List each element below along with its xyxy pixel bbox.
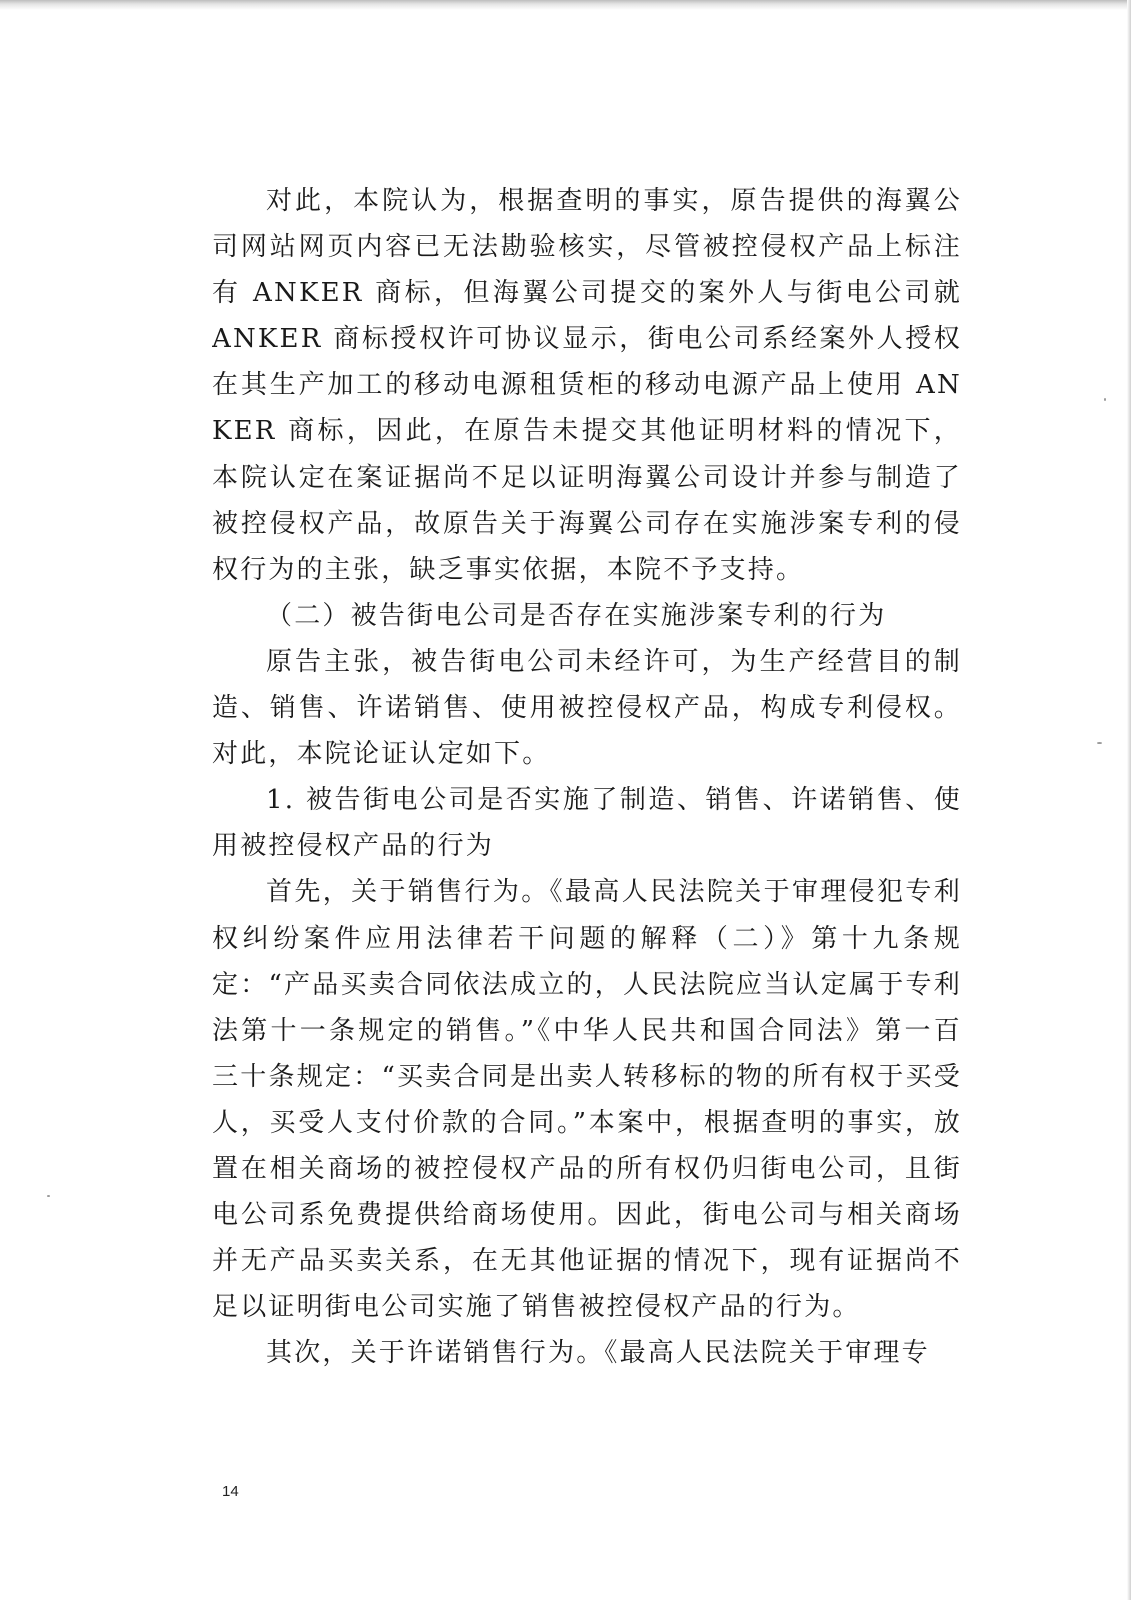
scan-speck xyxy=(1104,398,1106,401)
paragraph-offer-for-sale: 其次，关于许诺销售行为。《最高人民法院关于审理专 xyxy=(266,1338,930,1369)
scan-speck xyxy=(1097,742,1102,744)
subsection-heading-1: 1. 被告街电公司是否实施了制造、销售、许诺销售、使用被控侵权产品的行为 xyxy=(212,785,962,862)
scan-edge-top xyxy=(0,0,1131,10)
scan-edge-right xyxy=(1127,0,1131,1600)
scan-speck xyxy=(47,1195,50,1197)
section-heading-2: （二）被告街电公司是否存在实施涉案专利的行为 xyxy=(266,600,887,631)
page-number: 14 xyxy=(222,1483,239,1500)
document-body xyxy=(212,178,962,1438)
paragraph-sales-analysis: 首先，关于销售行为。《最高人民法院关于审理侵犯专利权纠纷案件应用法律若干问题的解释（二）》第十九条规定：“产品买卖合同依法成立的，人民法院应当认定属于专利法第十一条规定的销售。”《中华人民共和国合同法》第一百三十条规定：“买卖合同是出卖人转移标的物的所有权于买受人，买受人支付价款的合同。”本案中，根据查明的事实，放置在相关商场的被控侵权产品的所有权仍归街电公司，且街电公司系免费提供给商场使用。因此，街电公司与相关商场并无产品买卖关系，在无其他证据的情况下，现有证据尚不足以证明街电公司实施了销售被控侵权产品的行为。 xyxy=(212,877,962,1323)
paragraph-court-finding: 对此，本院认为，根据查明的事实，原告提供的海翼公司网站网页内容已无法勘验核实，尽管被控侵权产品上标注有 ANKER 商标，但海翼公司提交的案外人与街电公司就 ANKER 商标授权许可协议显示，街电公司系经案外人授权在其生产加工的移动电源租赁柜的移动电源产品上使用 ANKER 商标，因此，在原告未提交其他证明材料的情况下，本院认定在案证据尚不足以证明海翼公司设计并参与制造了被控侵权产品，故原告关于海翼公司存在实施涉案专利的侵权行为的主张，缺乏事实依据，本院不予支持。 xyxy=(212,186,962,585)
paragraph-plaintiff-claim: 原告主张，被告街电公司未经许可，为生产经营目的制造、销售、许诺销售、使用被控侵权产品，构成专利侵权。对此，本院论证认定如下。 xyxy=(212,646,962,770)
